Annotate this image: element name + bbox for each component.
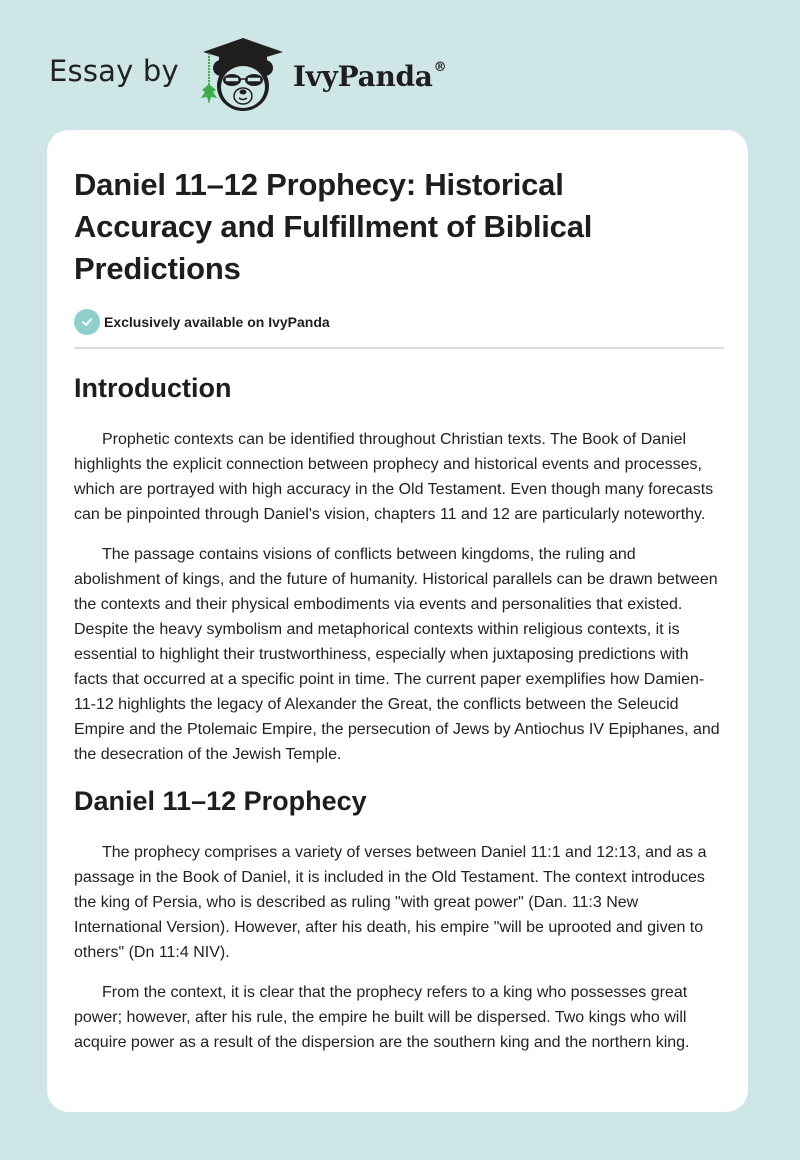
paragraph: The prophecy comprises a variety of verses between Daniel 11:1 and 12:13, and as a passage in the Book of Daniel, it is included in the Old Testament. The context introduces the king of Persia, who is described as ruling "with great power" (Dan. 11:3 New International Version). However, after his death, his empire "will be uprooted and given to others" (Dn 11:4 NIV). bbox=[74, 844, 707, 961]
paragraph: The passage contains visions of conflicts between kingdoms, the ruling and abolishment of kings, and the future of humanity. Historical parallels can be drawn between the contexts and their physical embodiments via events and personalities that existed. Despite the heavy symbolism and metaphorical contexts within religious contexts, it is essential to highlight their trustworthiness, especially when juxtaposing predictions with facts that occurred at a specific point in time. The current paper exemplifies how Damien-11-12 highlights the legacy of Alexander the Great, the conflicts between the Seleucid Empire and the Ptolemaic Empire, the persecution of Jews by Antiochus IV Epiphanes, and the desecration of the Jewish Temple. bbox=[74, 546, 720, 763]
panda-graduate-icon[interactable] bbox=[197, 34, 289, 114]
site-header bbox=[49, 34, 446, 114]
paragraph: From the context, it is clear that the prophecy refers to a king who possesses great power; however, after his rule, the empire he built will be dispersed. Two kings who will acquire power as a result of the dispersion are the southern king and the northern king. bbox=[74, 984, 690, 1051]
paragraph: Prophetic contexts can be identified throughout Christian texts. The Book of Daniel highlights the explicit connection between prophecy and historical events and processes, which are portrayed with high accuracy in the Old Testament. Even though many forecasts can be pinpointed through Daniel's vision, chapters 11 and 12 are particularly noteworthy. bbox=[74, 431, 714, 523]
exclusive-badge bbox=[74, 309, 722, 335]
section-daniel-prophecy bbox=[74, 784, 722, 1055]
divider bbox=[74, 347, 724, 349]
essay-by-label: Essay by bbox=[49, 54, 179, 88]
page-title: Daniel 11–12 Prophecy: Historical Accuracy and Fulfillment of Biblical Predictions bbox=[74, 167, 593, 286]
registered-mark: ® bbox=[433, 60, 447, 76]
check-circle-icon bbox=[74, 309, 100, 335]
section-introduction bbox=[74, 371, 722, 767]
section-heading: Daniel 11–12 Prophecy bbox=[74, 786, 367, 816]
section-heading: Introduction bbox=[74, 373, 232, 403]
brand-name[interactable]: IvyPanda® bbox=[292, 59, 447, 93]
essay-card bbox=[47, 130, 748, 1112]
exclusive-text: Exclusively available on IvyPanda bbox=[104, 314, 330, 330]
